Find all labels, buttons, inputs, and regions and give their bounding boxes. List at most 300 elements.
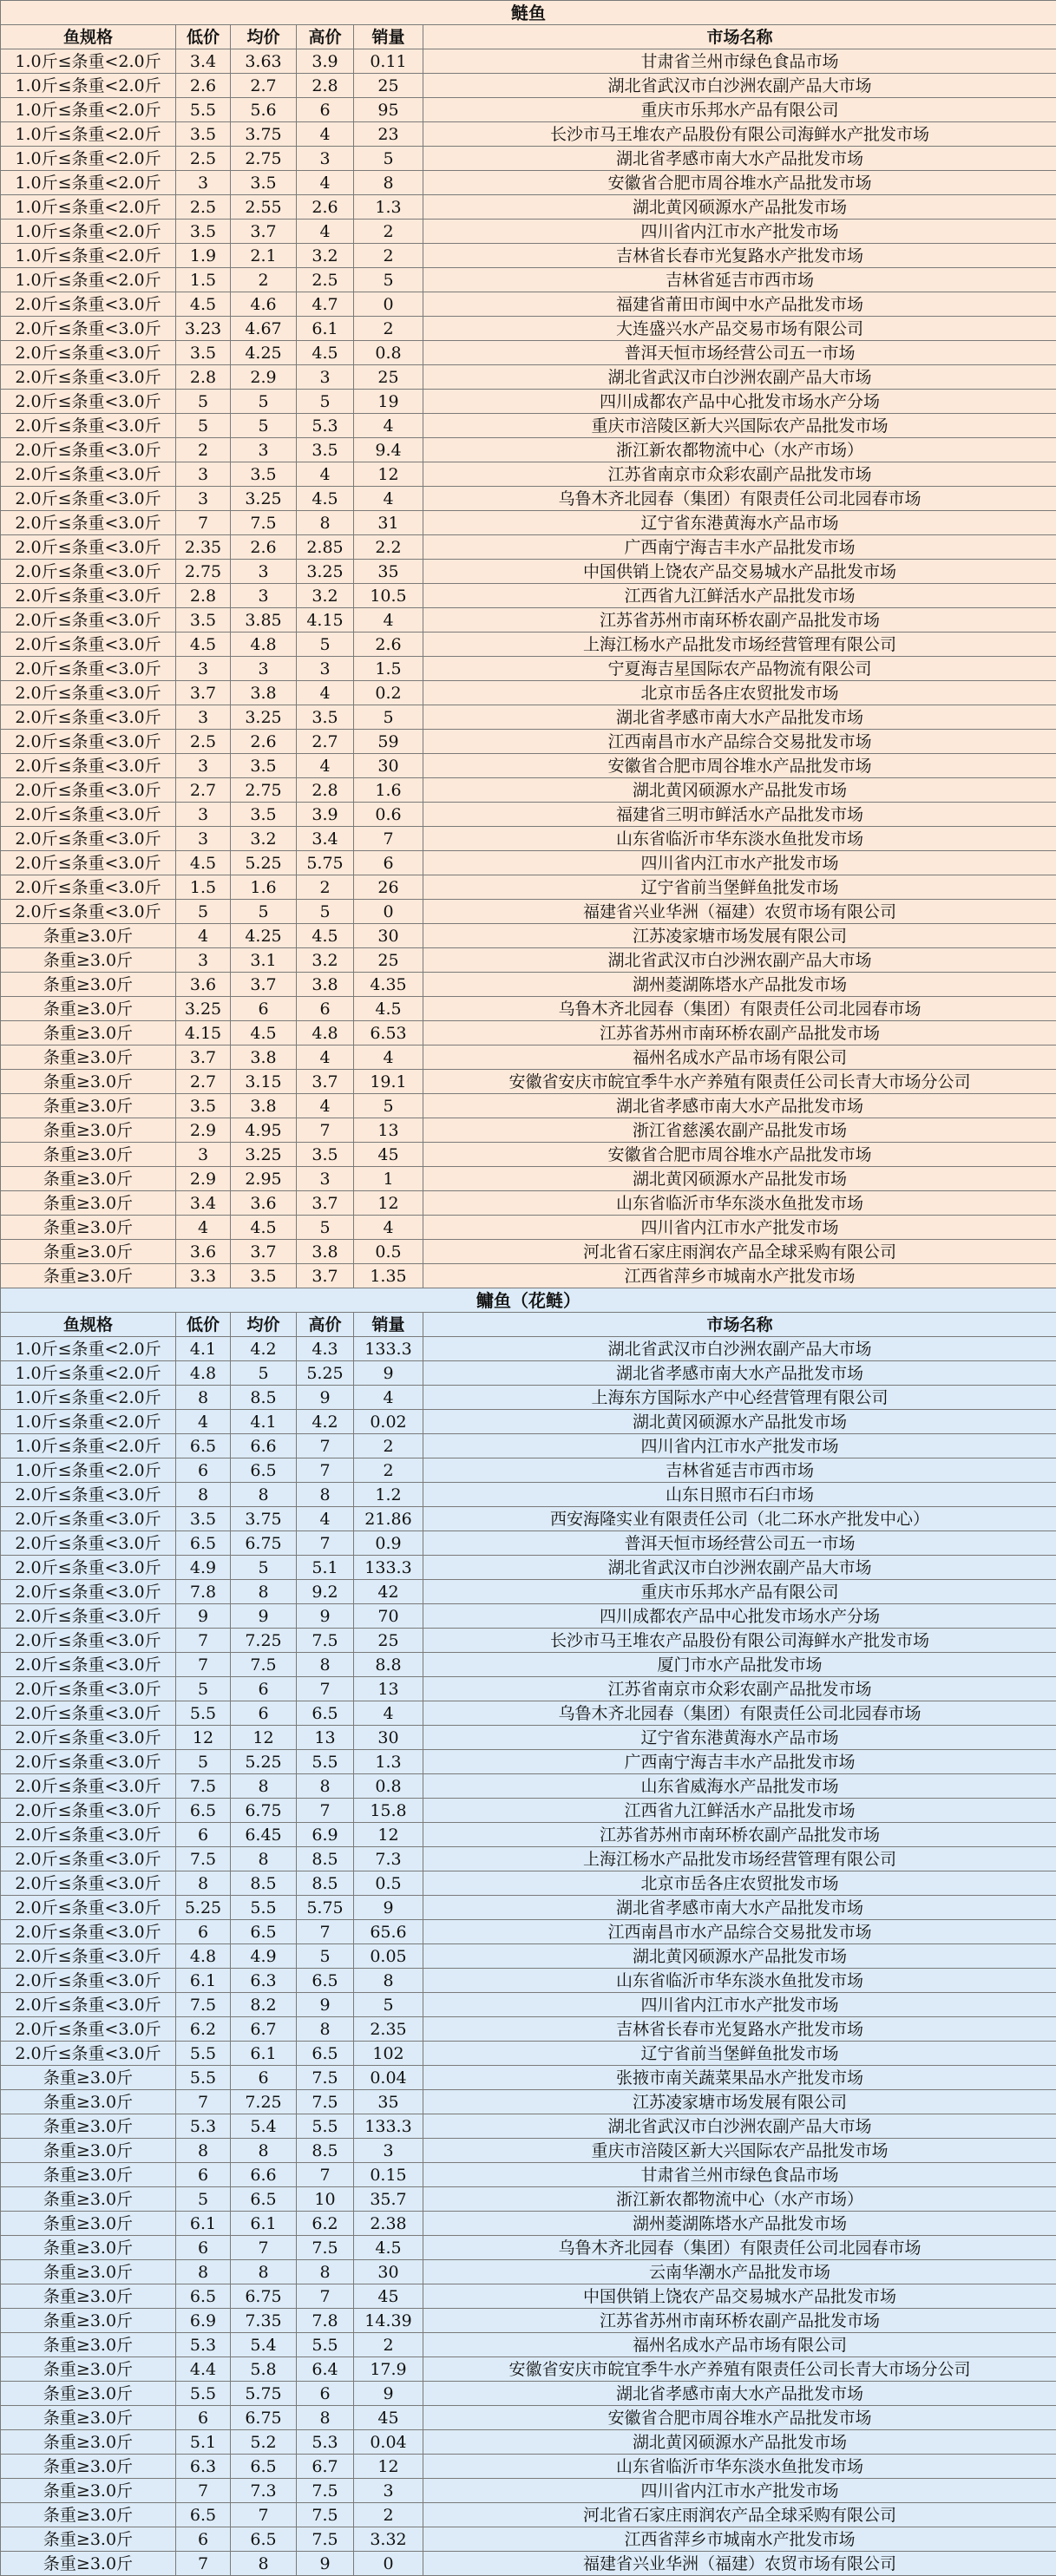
avg-price-cell: 5 [231, 390, 297, 414]
spec-cell: 2.0斤≤条重<3.0斤 [1, 1896, 176, 1920]
high-price-cell: 8 [297, 1653, 354, 1677]
table-row [1, 2212, 1056, 2236]
spec-cell: 2.0斤≤条重<3.0斤 [1, 365, 176, 390]
table-row [1, 2455, 1056, 2479]
spec-cell: 2.0斤≤条重<3.0斤 [1, 535, 176, 560]
low-price-cell: 9 [176, 1604, 231, 1629]
table-row [1, 2187, 1056, 2212]
avg-price-cell: 8 [231, 2260, 297, 2284]
high-price-cell: 5 [297, 633, 354, 657]
table-row [1, 1045, 1056, 1070]
market-cell: 安徽省合肥市周谷堆水产品批发市场 [423, 2406, 1056, 2430]
spec-cell: 2.0斤≤条重<3.0斤 [1, 1750, 176, 1774]
market-cell: 湖北省武汉市白沙洲农副产品大市场 [423, 365, 1056, 390]
low-price-cell: 5 [176, 390, 231, 414]
spec-cell: 2.0斤≤条重<3.0斤 [1, 754, 176, 778]
spec-cell: 1.0斤≤条重<2.0斤 [1, 147, 176, 171]
spec-cell: 1.0斤≤条重<2.0斤 [1, 98, 176, 122]
market-cell: 湖北黄冈硕源水产品批发市场 [423, 1410, 1056, 1434]
high-price-cell: 7.8 [297, 2309, 354, 2333]
spec-cell: 2.0斤≤条重<3.0斤 [1, 1604, 176, 1629]
table-row [1, 317, 1056, 341]
low-price-cell: 5 [176, 2187, 231, 2212]
volume-cell: 25 [354, 1629, 423, 1653]
volume-cell: 45 [354, 1143, 423, 1167]
high-price-cell: 4.5 [297, 924, 354, 948]
table-row [1, 1094, 1056, 1118]
volume-cell: 5 [354, 1094, 423, 1118]
low-price-cell: 6 [176, 2163, 231, 2187]
volume-cell: 70 [354, 1604, 423, 1629]
table-row [1, 1750, 1056, 1774]
volume-cell: 0 [354, 2552, 423, 2576]
avg-price-cell: 8.5 [231, 1871, 297, 1896]
spec-cell: 条重≥3.0斤 [1, 2212, 176, 2236]
volume-cell: 0.15 [354, 2163, 423, 2187]
market-cell: 江西省九江鲜活水产品批发市场 [423, 584, 1056, 608]
avg-price-cell: 7 [231, 2503, 297, 2527]
spec-cell: 条重≥3.0斤 [1, 2455, 176, 2479]
low-price-cell: 6 [176, 2236, 231, 2260]
spec-cell: 2.0斤≤条重<3.0斤 [1, 803, 176, 827]
low-price-cell: 12 [176, 1726, 231, 1750]
low-price-cell: 5 [176, 1750, 231, 1774]
table-row [1, 997, 1056, 1021]
spec-cell: 1.0斤≤条重<2.0斤 [1, 1361, 176, 1386]
low-price-cell: 2.9 [176, 1167, 231, 1191]
spec-cell: 1.0斤≤条重<2.0斤 [1, 122, 176, 147]
avg-price-cell: 8 [231, 1580, 297, 1604]
avg-price-cell: 6.5 [231, 1920, 297, 1944]
avg-price-cell: 6.75 [231, 1531, 297, 1556]
high-price-cell: 5.1 [297, 1556, 354, 1580]
avg-price-cell: 3.5 [231, 1264, 297, 1288]
market-cell: 中国供销上饶农产品交易城水产品批发市场 [423, 2284, 1056, 2309]
market-cell: 江苏省苏州市南环桥农副产品批发市场 [423, 1021, 1056, 1045]
low-price-cell: 3 [176, 803, 231, 827]
table-row [1, 438, 1056, 462]
high-price-cell: 3.2 [297, 584, 354, 608]
table-row [1, 49, 1056, 74]
avg-price-cell: 3.63 [231, 49, 297, 74]
high-price-cell: 4.7 [297, 292, 354, 317]
spec-cell: 2.0斤≤条重<3.0斤 [1, 608, 176, 633]
avg-price-cell: 6.5 [231, 2455, 297, 2479]
spec-cell: 条重≥3.0斤 [1, 997, 176, 1021]
avg-price-cell: 8 [231, 1774, 297, 1799]
high-price-cell: 6.9 [297, 1823, 354, 1847]
market-cell: 长沙市马王堆农产品股份有限公司海鲜水产批发市场 [423, 122, 1056, 147]
market-cell: 辽宁省前当堡鲜鱼批发市场 [423, 2042, 1056, 2066]
low-price-cell: 6.2 [176, 2017, 231, 2042]
market-cell: 辽宁省前当堡鲜鱼批发市场 [423, 875, 1056, 900]
table-row [1, 1701, 1056, 1726]
volume-cell: 3 [354, 2479, 423, 2503]
table-row [1, 681, 1056, 705]
low-price-cell: 5.5 [176, 98, 231, 122]
avg-price-cell: 1.6 [231, 875, 297, 900]
volume-cell: 42 [354, 1580, 423, 1604]
high-price-cell: 2.8 [297, 778, 354, 803]
spec-cell: 1.0斤≤条重<2.0斤 [1, 1386, 176, 1410]
high-price-cell: 5.5 [297, 2114, 354, 2139]
spec-cell: 2.0斤≤条重<3.0斤 [1, 851, 176, 875]
volume-cell: 4 [354, 1386, 423, 1410]
volume-cell: 30 [354, 1726, 423, 1750]
market-cell: 四川省内江市水产批发市场 [423, 2479, 1056, 2503]
spec-cell: 条重≥3.0斤 [1, 1191, 176, 1216]
volume-cell: 2.2 [354, 535, 423, 560]
high-price-cell: 2 [297, 875, 354, 900]
spec-cell: 2.0斤≤条重<3.0斤 [1, 292, 176, 317]
high-price-cell: 3.7 [297, 1191, 354, 1216]
market-cell: 山东省威海水产品批发市场 [423, 1774, 1056, 1799]
low-price-cell: 6 [176, 1458, 231, 1483]
spec-cell: 条重≥3.0斤 [1, 2406, 176, 2430]
spec-cell: 2.0斤≤条重<3.0斤 [1, 875, 176, 900]
avg-price-cell: 3.75 [231, 1507, 297, 1531]
market-cell: 江苏省南京市众彩农副产品批发市场 [423, 1677, 1056, 1701]
avg-price-cell: 4.67 [231, 317, 297, 341]
volume-cell: 25 [354, 948, 423, 973]
high-price-cell: 5 [297, 390, 354, 414]
volume-cell: 133.3 [354, 1337, 423, 1361]
market-cell: 上海东方国际水产中心经营管理有限公司 [423, 1386, 1056, 1410]
avg-price-cell: 3.8 [231, 1094, 297, 1118]
market-cell: 湖州菱湖陈塔水产品批发市场 [423, 2212, 1056, 2236]
table-row [1, 341, 1056, 365]
table-row [1, 1240, 1056, 1264]
high-price-cell: 8 [297, 2017, 354, 2042]
volume-cell: 8 [354, 1969, 423, 1993]
volume-cell: 5 [354, 147, 423, 171]
avg-price-cell: 2.6 [231, 730, 297, 754]
low-price-cell: 3.6 [176, 1240, 231, 1264]
low-price-cell: 7.5 [176, 1993, 231, 2017]
table-row [1, 1944, 1056, 1969]
table-row [1, 2066, 1056, 2090]
low-price-cell: 3.5 [176, 1094, 231, 1118]
spec-cell: 1.0斤≤条重<2.0斤 [1, 1410, 176, 1434]
spec-cell: 条重≥3.0斤 [1, 2284, 176, 2309]
table-row [1, 900, 1056, 924]
avg-price-cell: 3.2 [231, 827, 297, 851]
high-price-cell: 8.5 [297, 2139, 354, 2163]
low-price-cell: 3.4 [176, 49, 231, 74]
volume-cell: 0.5 [354, 1871, 423, 1896]
low-price-cell: 2.5 [176, 147, 231, 171]
avg-price-cell: 5.2 [231, 2430, 297, 2455]
header-avg-price: 均价 [231, 1313, 297, 1337]
high-price-cell: 7.5 [297, 2090, 354, 2114]
high-price-cell: 9 [297, 1604, 354, 1629]
spec-cell: 2.0斤≤条重<3.0斤 [1, 414, 176, 438]
volume-cell: 2 [354, 317, 423, 341]
table-row [1, 2284, 1056, 2309]
market-cell: 江苏省苏州市南环桥农副产品批发市场 [423, 608, 1056, 633]
avg-price-cell: 5.4 [231, 2333, 297, 2357]
high-price-cell: 8 [297, 511, 354, 535]
avg-price-cell: 5.4 [231, 2114, 297, 2139]
low-price-cell: 4.15 [176, 1021, 231, 1045]
table-row [1, 924, 1056, 948]
avg-price-cell: 3.8 [231, 681, 297, 705]
avg-price-cell: 5.25 [231, 851, 297, 875]
high-price-cell: 7.5 [297, 2527, 354, 2552]
spec-cell: 2.0斤≤条重<3.0斤 [1, 633, 176, 657]
low-price-cell: 3 [176, 171, 231, 195]
section-bighead-carp [1, 1288, 1056, 2576]
low-price-cell: 5.25 [176, 1896, 231, 1920]
table-row [1, 268, 1056, 292]
volume-cell: 25 [354, 74, 423, 98]
low-price-cell: 6.5 [176, 2503, 231, 2527]
market-cell: 福建省兴业华洲（福建）农贸市场有限公司 [423, 900, 1056, 924]
avg-price-cell: 5.75 [231, 2382, 297, 2406]
spec-cell: 2.0斤≤条重<3.0斤 [1, 657, 176, 681]
volume-cell: 2 [354, 2503, 423, 2527]
high-price-cell: 3 [297, 365, 354, 390]
high-price-cell: 7 [297, 1118, 354, 1143]
table-row [1, 1531, 1056, 1556]
avg-price-cell: 3.5 [231, 803, 297, 827]
table-row [1, 754, 1056, 778]
low-price-cell: 3 [176, 948, 231, 973]
low-price-cell: 6 [176, 2527, 231, 2552]
spec-cell: 2.0斤≤条重<3.0斤 [1, 1556, 176, 1580]
avg-price-cell: 4.25 [231, 341, 297, 365]
spec-cell: 条重≥3.0斤 [1, 948, 176, 973]
market-cell: 吉林省长春市光复路水产批发市场 [423, 244, 1056, 268]
low-price-cell: 6.1 [176, 2212, 231, 2236]
volume-cell: 12 [354, 462, 423, 487]
volume-cell: 12 [354, 1823, 423, 1847]
table-row [1, 730, 1056, 754]
high-price-cell: 5 [297, 900, 354, 924]
spec-cell: 2.0斤≤条重<3.0斤 [1, 341, 176, 365]
spec-cell: 条重≥3.0斤 [1, 1045, 176, 1070]
volume-cell: 21.86 [354, 1507, 423, 1531]
table-row [1, 1386, 1056, 1410]
volume-cell: 2.35 [354, 2017, 423, 2042]
volume-cell: 0.11 [354, 49, 423, 74]
high-price-cell: 5 [297, 1944, 354, 1969]
market-cell: 广西南宁海吉丰水产品批发市场 [423, 1750, 1056, 1774]
table-row [1, 1896, 1056, 1920]
table-row [1, 390, 1056, 414]
table-row [1, 2236, 1056, 2260]
table-row [1, 1507, 1056, 1531]
low-price-cell: 3.5 [176, 341, 231, 365]
volume-cell: 133.3 [354, 1556, 423, 1580]
spec-cell: 条重≥3.0斤 [1, 2260, 176, 2284]
high-price-cell: 4 [297, 681, 354, 705]
volume-cell: 1.2 [354, 1483, 423, 1507]
low-price-cell: 2.7 [176, 1070, 231, 1094]
spec-cell: 2.0斤≤条重<3.0斤 [1, 1701, 176, 1726]
volume-cell: 0 [354, 292, 423, 317]
low-price-cell: 3.5 [176, 1507, 231, 1531]
header-market: 市场名称 [423, 1313, 1056, 1337]
spec-cell: 1.0斤≤条重<2.0斤 [1, 1434, 176, 1458]
table-row [1, 875, 1056, 900]
table-row [1, 1434, 1056, 1458]
high-price-cell: 8.5 [297, 1847, 354, 1871]
avg-price-cell: 3 [231, 657, 297, 681]
spec-cell: 条重≥3.0斤 [1, 2187, 176, 2212]
table-row [1, 171, 1056, 195]
volume-cell: 12 [354, 1191, 423, 1216]
spec-cell: 2.0斤≤条重<3.0斤 [1, 1580, 176, 1604]
market-cell: 江西南昌市水产品综合交易批发市场 [423, 1920, 1056, 1944]
volume-cell: 0.8 [354, 341, 423, 365]
table-row [1, 657, 1056, 681]
spec-cell: 2.0斤≤条重<3.0斤 [1, 390, 176, 414]
header-high-price: 高价 [297, 25, 354, 49]
high-price-cell: 3.7 [297, 1070, 354, 1094]
avg-price-cell: 2 [231, 268, 297, 292]
volume-cell: 19.1 [354, 1070, 423, 1094]
avg-price-cell: 2.9 [231, 365, 297, 390]
table-row [1, 973, 1056, 997]
table-row [1, 2042, 1056, 2066]
low-price-cell: 4.9 [176, 1556, 231, 1580]
volume-cell: 35 [354, 560, 423, 584]
avg-price-cell: 6.1 [231, 2042, 297, 2066]
high-price-cell: 9 [297, 2552, 354, 2576]
market-cell: 湖北省武汉市白沙洲农副产品大市场 [423, 1337, 1056, 1361]
low-price-cell: 3 [176, 462, 231, 487]
low-price-cell: 4 [176, 1410, 231, 1434]
low-price-cell: 7.5 [176, 1774, 231, 1799]
avg-price-cell: 2.75 [231, 147, 297, 171]
volume-cell: 31 [354, 511, 423, 535]
low-price-cell: 3.4 [176, 1191, 231, 1216]
market-cell: 安徽省安庆市皖宜季牛水产养殖有限责任公司长青大市场分公司 [423, 1070, 1056, 1094]
high-price-cell: 7 [297, 1920, 354, 1944]
volume-cell: 0.05 [354, 1944, 423, 1969]
low-price-cell: 3.6 [176, 973, 231, 997]
high-price-cell: 4.2 [297, 1410, 354, 1434]
avg-price-cell: 6.45 [231, 1823, 297, 1847]
avg-price-cell: 2.7 [231, 74, 297, 98]
volume-cell: 1.35 [354, 1264, 423, 1288]
avg-price-cell: 4.2 [231, 1337, 297, 1361]
high-price-cell: 9 [297, 1993, 354, 2017]
volume-cell: 4 [354, 487, 423, 511]
market-cell: 重庆市涪陵区新大兴国际农产品批发市场 [423, 414, 1056, 438]
avg-price-cell: 6 [231, 1677, 297, 1701]
table-row [1, 948, 1056, 973]
market-cell: 湖北黄冈硕源水产品批发市场 [423, 1167, 1056, 1191]
high-price-cell: 7.5 [297, 2503, 354, 2527]
high-price-cell: 4.5 [297, 487, 354, 511]
header-avg-price: 均价 [231, 25, 297, 49]
spec-cell: 条重≥3.0斤 [1, 1021, 176, 1045]
section-title-row [1, 1288, 1056, 1313]
spec-cell: 条重≥3.0斤 [1, 2382, 176, 2406]
table-row [1, 1677, 1056, 1701]
spec-cell: 条重≥3.0斤 [1, 2114, 176, 2139]
header-volume: 销量 [354, 1313, 423, 1337]
column-header-row [1, 25, 1056, 49]
table-row [1, 292, 1056, 317]
market-cell: 浙江新农都物流中心（水产市场） [423, 2187, 1056, 2212]
market-cell: 江西省萍乡市城南水产批发市场 [423, 2527, 1056, 2552]
spec-cell: 1.0斤≤条重<2.0斤 [1, 74, 176, 98]
avg-price-cell: 5.25 [231, 1750, 297, 1774]
spec-cell: 2.0斤≤条重<3.0斤 [1, 1629, 176, 1653]
spec-cell: 条重≥3.0斤 [1, 2066, 176, 2090]
spec-cell: 1.0斤≤条重<2.0斤 [1, 268, 176, 292]
avg-price-cell: 3 [231, 584, 297, 608]
low-price-cell: 6 [176, 1920, 231, 1944]
avg-price-cell: 6.75 [231, 2284, 297, 2309]
volume-cell: 4 [354, 1701, 423, 1726]
market-cell: 上海江杨水产品批发市场经营管理有限公司 [423, 633, 1056, 657]
low-price-cell: 5 [176, 900, 231, 924]
avg-price-cell: 8 [231, 1847, 297, 1871]
avg-price-cell: 6.75 [231, 1799, 297, 1823]
avg-price-cell: 4.8 [231, 633, 297, 657]
avg-price-cell: 5 [231, 414, 297, 438]
high-price-cell: 8 [297, 2406, 354, 2430]
volume-cell: 2.38 [354, 2212, 423, 2236]
market-cell: 大连盛兴水产品交易市场有限公司 [423, 317, 1056, 341]
volume-cell: 35 [354, 2090, 423, 2114]
spec-cell: 2.0斤≤条重<3.0斤 [1, 1507, 176, 1531]
spec-cell: 2.0斤≤条重<3.0斤 [1, 778, 176, 803]
spec-cell: 2.0斤≤条重<3.0斤 [1, 1823, 176, 1847]
spec-cell: 条重≥3.0斤 [1, 2552, 176, 2576]
market-cell: 安徽省合肥市周谷堆水产品批发市场 [423, 171, 1056, 195]
low-price-cell: 6.5 [176, 1799, 231, 1823]
high-price-cell: 2.85 [297, 535, 354, 560]
column-header-row [1, 1313, 1056, 1337]
avg-price-cell: 6.5 [231, 2527, 297, 2552]
avg-price-cell: 6.6 [231, 2163, 297, 2187]
table-row [1, 1337, 1056, 1361]
spec-cell: 2.0斤≤条重<3.0斤 [1, 1944, 176, 1969]
table-row [1, 1653, 1056, 1677]
table-row [1, 1021, 1056, 1045]
low-price-cell: 8 [176, 1871, 231, 1896]
high-price-cell: 4.8 [297, 1021, 354, 1045]
volume-cell: 4.5 [354, 997, 423, 1021]
table-row [1, 220, 1056, 244]
market-cell: 张掖市南关蔬菜果品水产批发市场 [423, 2066, 1056, 2090]
market-cell: 江西省九江鲜活水产品批发市场 [423, 1799, 1056, 1823]
high-price-cell: 3.4 [297, 827, 354, 851]
avg-price-cell: 7.25 [231, 2090, 297, 2114]
market-cell: 吉林省延吉市西市场 [423, 1458, 1056, 1483]
volume-cell: 59 [354, 730, 423, 754]
spec-cell: 2.0斤≤条重<3.0斤 [1, 487, 176, 511]
table-row [1, 414, 1056, 438]
table-row [1, 705, 1056, 730]
high-price-cell: 10 [297, 2187, 354, 2212]
high-price-cell: 5.75 [297, 851, 354, 875]
market-cell: 福建省莆田市闽中水产品批发市场 [423, 292, 1056, 317]
spec-cell: 2.0斤≤条重<3.0斤 [1, 1483, 176, 1507]
table-row [1, 1629, 1056, 1653]
low-price-cell: 3.7 [176, 681, 231, 705]
table-row [1, 462, 1056, 487]
volume-cell: 7 [354, 827, 423, 851]
market-cell: 河北省石家庄雨润农产品全球采购有限公司 [423, 2503, 1056, 2527]
market-cell: 湖北省武汉市白沙洲农副产品大市场 [423, 1556, 1056, 1580]
spec-cell: 条重≥3.0斤 [1, 2163, 176, 2187]
